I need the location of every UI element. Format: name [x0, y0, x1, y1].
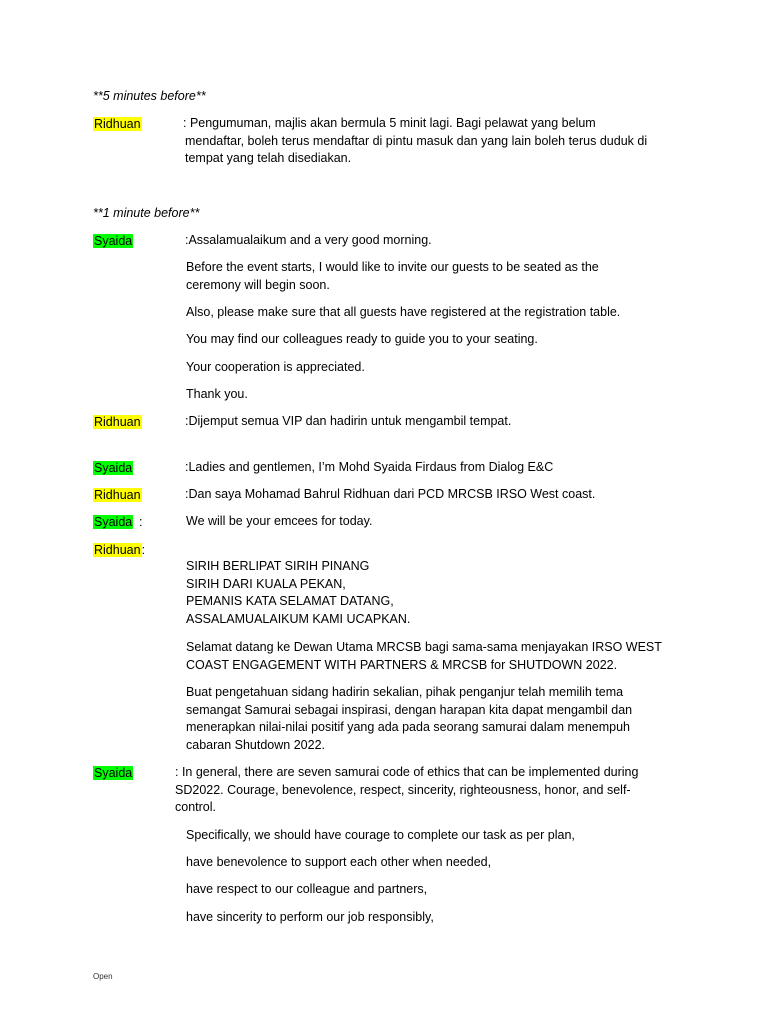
dialogue-line: You may find our colleagues ready to guide you to your seating. [186, 332, 538, 346]
dialogue-line: Your cooperation is appreciated. [186, 360, 365, 374]
speaker-colon: : [141, 543, 146, 557]
dialogue-line: Also, please make sure that all guests have registered at the registration table. [186, 305, 621, 319]
dialogue-line: COAST ENGAGEMENT WITH PARTNERS & MRCSB for SHUTDOWN 2022. [186, 657, 618, 672]
dialogue-line: :Dan saya Mohamad Bahrul Ridhuan dari PCD MRCSB IRSO West coast. [185, 487, 596, 501]
dialogue-block [186, 684, 632, 754]
speaker-label-ridhuan: Ridhuan: [94, 543, 146, 557]
dialogue-line: have respect to our colleague and partners, [186, 882, 428, 896]
section-heading-5-minutes: **5 minutes before** [93, 89, 206, 103]
pantun-line: SIRIH BERLIPAT SIRIH PINANG [186, 559, 370, 573]
dialogue-line: mendaftar, boleh terus mendaftar di pintu masuk dan yang lain boleh terus duduk di [185, 133, 648, 148]
dialogue-line: Specifically, we should have courage to complete our task as per plan, [186, 828, 575, 842]
pantun-block [186, 558, 410, 628]
dialogue-line: have benevolence to support each other when needed, [186, 855, 492, 869]
speaker-label-syaida: Syaida [94, 766, 133, 780]
dialogue-block [186, 259, 599, 294]
pantun-line: SIRIH DARI KUALA PEKAN, [186, 576, 346, 591]
dialogue-block [183, 115, 647, 168]
speaker-colon: : [139, 515, 143, 529]
dialogue-line: have sincerity to perform our job responsibly, [186, 910, 434, 924]
dialogue-line: Selamat datang ke Dewan Utama MRCSB bagi sama-sama menjayakan IRSO WEST [186, 640, 662, 654]
dialogue-line: semangat Samurai sebagai inspirasi, dengan harapan kita dapat mengambil dan [186, 702, 633, 717]
dialogue-block [175, 764, 638, 817]
dialogue-line: :Dijemput semua VIP dan hadirin untuk mengambil tempat. [185, 414, 512, 428]
dialogue-line: cabaran Shutdown 2022. [186, 737, 325, 752]
dialogue-line: menerapkan nilai-nilai positif yang ada pada seorang samurai dalam menempuh [186, 720, 631, 734]
dialogue-line: tempat yang telah disediakan. [185, 151, 352, 165]
dialogue-block [186, 639, 662, 674]
dialogue-line: :Ladies and gentlemen, I’m Mohd Syaida Firdaus from Dialog E&C [185, 460, 554, 474]
dialogue-line: Buat pengetahuan sidang hadirin sekalian, pihak penganjur telah memilih tema [186, 685, 624, 699]
dialogue-line: We will be your emcees for today. [186, 514, 373, 528]
pantun-line: ASSALAMUALAIKUM KAMI UCAPKAN. [186, 611, 411, 626]
dialogue-line: Thank you. [186, 387, 248, 401]
section-heading-1-minute: **1 minute before** [93, 206, 200, 220]
dialogue-line: :Assalamualaikum and a very good morning. [185, 233, 432, 247]
speaker-label-ridhuan: Ridhuan [94, 117, 141, 131]
dialogue-line: ceremony will begin soon. [186, 277, 330, 292]
dialogue-line: : In general, there are seven samurai code of ethics that can be implemented during [175, 765, 639, 779]
dialogue-line: Before the event starts, I would like to invite our guests to be seated as the [186, 260, 599, 274]
speaker-label-syaida: Syaida [94, 461, 133, 475]
classification-footer: Open [93, 972, 113, 981]
speaker-label-ridhuan: Ridhuan [94, 488, 141, 502]
speaker-label-syaida: Syaida [94, 234, 133, 248]
dialogue-line: : Pengumuman, majlis akan bermula 5 minit lagi. Bagi pelawat yang belum [183, 116, 596, 130]
dialogue-line: control. [175, 800, 216, 814]
pantun-line: PEMANIS KATA SELAMAT DATANG, [186, 594, 394, 608]
speaker-label-syaida: Syaida [94, 515, 133, 529]
dialogue-line: SD2022. Courage, benevolence, respect, sincerity, righteousness, honor, and self- [175, 782, 631, 797]
speaker-label-ridhuan: Ridhuan [94, 415, 141, 429]
